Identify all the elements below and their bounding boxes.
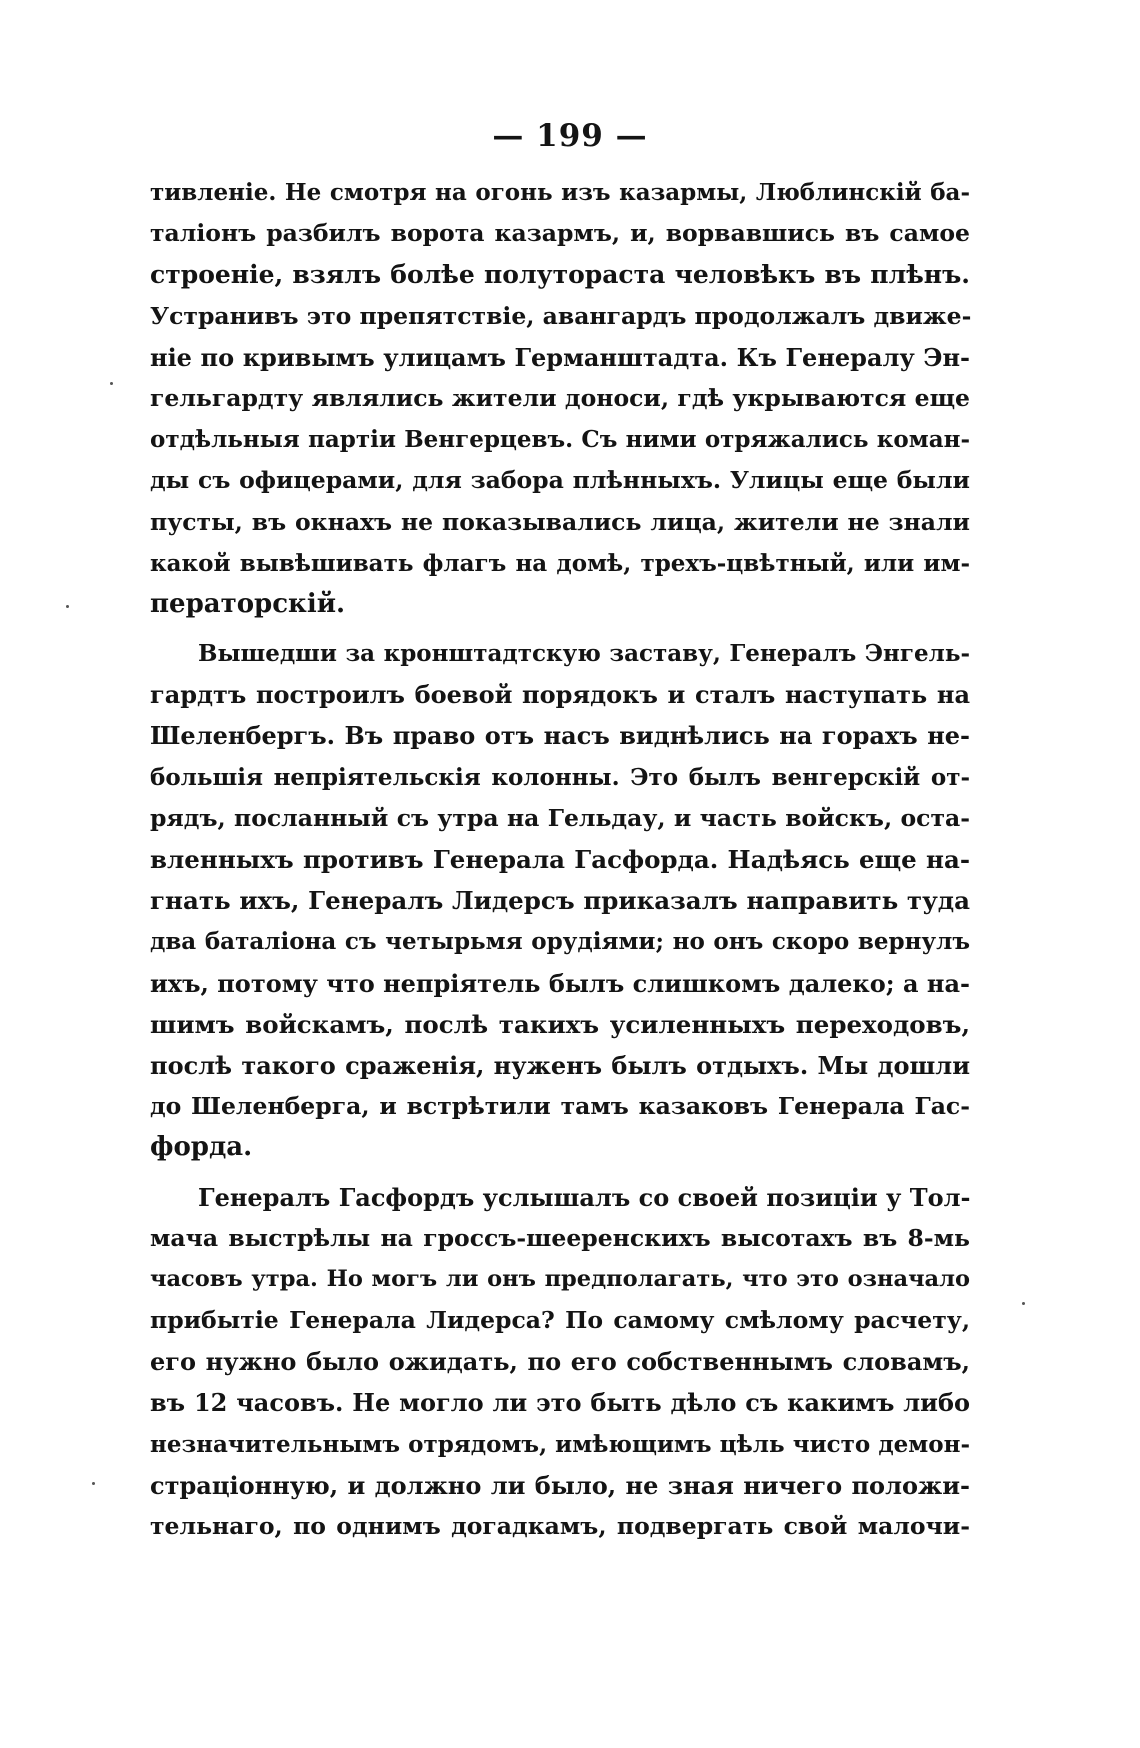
- scan-speck: [92, 1482, 95, 1485]
- text-line: мача выстрѣлы на гроссъ-шееренскихъ высотахъ въ 8-мь: [150, 1223, 970, 1252]
- text-line: ператорскій.: [150, 588, 346, 619]
- text-line: тивленіе. Не смотря на огонь изъ казармы, Люблинскій ба-: [150, 179, 970, 206]
- scan-speck: [1022, 1302, 1025, 1305]
- text-line: до Шеленберга, и встрѣтили тамъ казаковъ Генерала Гас-: [150, 1092, 970, 1121]
- text-line: большія непріятельскія колонны. Это былъ венгерскій от-: [150, 763, 970, 791]
- text-line: какой вывѣшивать флагъ на домѣ, трехъ-цвѣтный, или им-: [150, 549, 970, 577]
- text-line: рядъ, посланный съ утра на Гельдау, и часть войскъ, оста-: [150, 803, 970, 832]
- text-line: его нужно было ожидать, по его собственнымъ словамъ,: [150, 1347, 970, 1377]
- paragraph-gap: [150, 625, 970, 633]
- text-line: тельнаго, по однимъ догадкамъ, подвергать свой малочи-: [150, 1512, 970, 1540]
- text-line: часовъ утра. Но могъ ли онъ предполагать, что это означало: [150, 1265, 970, 1292]
- text-line: Устранивъ это препятствіе, авангардъ продолжалъ движе-: [150, 301, 972, 330]
- text-line: Генералъ Гасфордъ услышалъ со своей позиціи у Тол-: [198, 1182, 971, 1212]
- text-line: Вышедши за кронштадтскую заставу, Генералъ Энгель-: [198, 640, 970, 668]
- text-line: отдѣльныя партіи Венгерцевъ. Съ ними отряжались коман-: [150, 426, 970, 454]
- paragraph-gap: [150, 1169, 970, 1177]
- text-line: форда.: [150, 1132, 253, 1163]
- text-line: гельгардту являлись жители доноси, гдѣ укрываются еще: [150, 383, 970, 412]
- paragraph: [150, 633, 970, 1168]
- text-line: пусты, въ окнахъ не показывались лица, жители не знали: [150, 507, 970, 536]
- text-line: незначительнымъ отрядомъ, имѣющимъ цѣль чисто демон-: [150, 1430, 970, 1458]
- text-line: прибытіе Генерала Лидерса? По самому смѣлому расчету,: [150, 1306, 970, 1335]
- text-line: таліонъ разбилъ ворота казармъ, и, ворвавшись въ самое: [150, 219, 970, 248]
- text-line: ніе по кривымъ улицамъ Германштадта. Къ Генералу Эн-: [150, 342, 970, 372]
- text-line: ихъ, потому что непріятель былъ слишкомъ далеко; а на-: [150, 968, 970, 998]
- scan-speck: [110, 382, 113, 385]
- body-text: [150, 172, 970, 1547]
- text-line: два баталіона съ четырьмя орудіями; но онъ скоро вернулъ: [150, 928, 970, 956]
- text-line: послѣ такого сраженія, нуженъ былъ отдыхъ. Мы дошли: [150, 1050, 970, 1080]
- text-line: вленныхъ противъ Генерала Гасфорда. Надѣясь еще на-: [150, 845, 970, 874]
- text-line: ды съ офицерами, для забора плѣнныхъ. Улицы еще были: [150, 466, 970, 495]
- text-line: строеніе, взялъ болѣе полутораста человѣкъ въ плѣнъ.: [150, 260, 970, 290]
- text-line: гардтъ построилъ боевой порядокъ и сталъ наступать на: [150, 680, 970, 710]
- paragraph: [150, 172, 970, 625]
- page-number: — 199 —: [492, 118, 648, 154]
- text-line: гнать ихъ, Генералъ Лидерсъ приказалъ направить туда: [150, 886, 970, 916]
- scan-speck: [66, 605, 69, 608]
- text-line: шимъ войскамъ, послѣ такихъ усиленныхъ переходовъ,: [150, 1009, 970, 1039]
- text-line: страціонную, и должно ли было, не зная ничего положи-: [150, 1470, 970, 1500]
- paragraph: [150, 1177, 970, 1548]
- text-line: Шеленбергъ. Въ право отъ насъ виднѣлись на горахъ не-: [150, 721, 970, 751]
- text-line: въ 12 часовъ. Не могло ли это быть дѣло съ какимъ либо: [150, 1388, 970, 1418]
